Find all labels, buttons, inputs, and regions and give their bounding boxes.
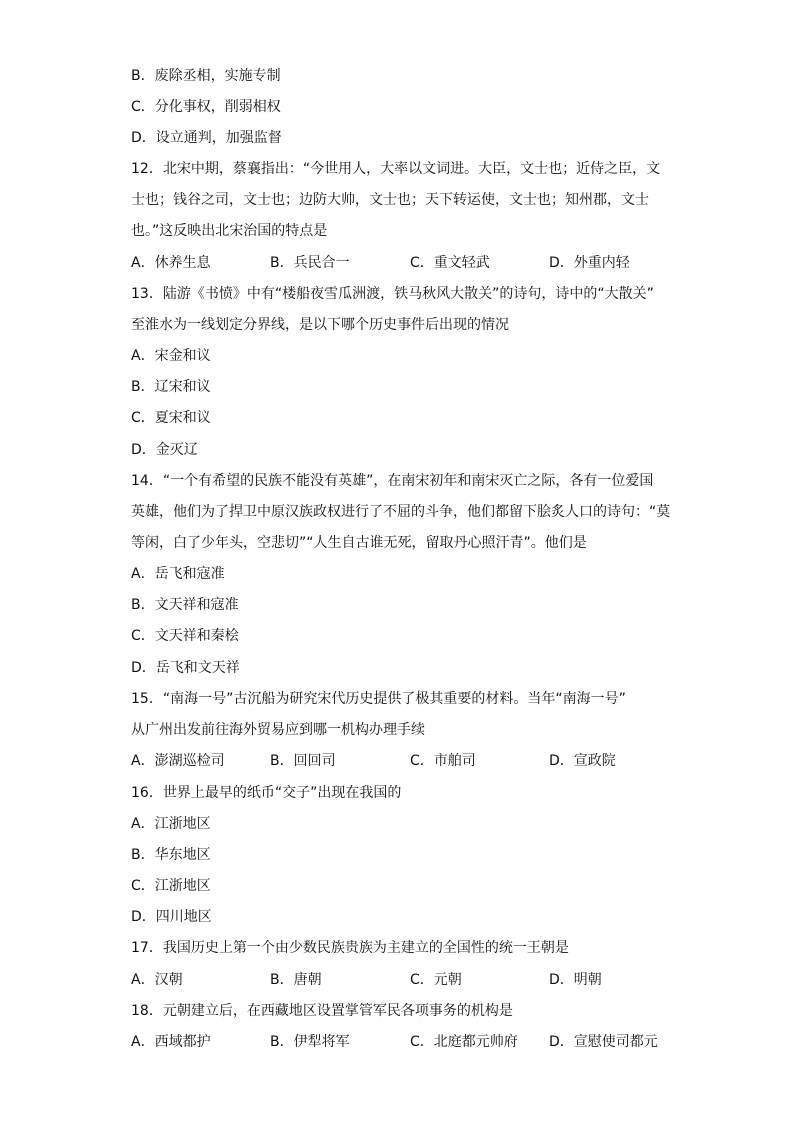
q17-stem-line1: 17．我国历史上第一个由少数民族贵族为主建立的全国性的统一王朝是	[131, 940, 569, 956]
q12-options	[131, 253, 671, 273]
q12-stem-line3: 也。”这反映出北宋治国的特点是	[131, 223, 328, 239]
q12-option-a: A．休养生息	[131, 255, 211, 271]
q15-option-d: D．宣政院	[549, 753, 616, 769]
q12-stem-line2: 士也；钱谷之司，文士也；边防大帅，文士也；天下转运使，文士也；知州郡，文士	[131, 192, 649, 208]
q14-option-d: D．岳飞和文天祥	[131, 660, 240, 676]
q14-option-a: A．岳飞和寇准	[131, 566, 225, 582]
q14-option-c: C．文天祥和秦桧	[131, 628, 239, 644]
q11-option-c: C．分化事权，削弱相权	[131, 99, 281, 115]
q12-stem-line1: 12．北宋中期，蔡襄指出：“今世用人，大率以文词进。大臣，文士也；近侍之臣，文	[131, 161, 661, 177]
q16-option-d: D．四川地区	[131, 909, 212, 925]
q12-option-c: C．重文轻武	[410, 255, 490, 271]
q18-option-c: C．北庭都元帅府	[410, 1034, 518, 1050]
q16-option-c: C．江浙地区	[131, 878, 211, 894]
q14-stem-line3: 等闲，白了少年头，空悲切”“人生自古谁无死，留取丹心照汗青”。他们是	[131, 535, 587, 551]
q17-options	[131, 970, 671, 990]
q18-option-a: A．西域都护	[131, 1034, 211, 1050]
q13-option-d: D．金灭辽	[131, 442, 198, 458]
q17-option-d: D．明朝	[549, 972, 602, 988]
q11-option-d: D．设立通判，加强监督	[131, 130, 282, 146]
q15-option-a: A．澎湖巡检司	[131, 753, 225, 769]
q13-option-a: A．宋金和议	[131, 348, 211, 364]
q18-options	[131, 1032, 671, 1052]
q15-stem-line1: 15．“南海一号”古沉船为研究宋代历史提供了极其重要的材料。当年“南海一号”	[131, 691, 626, 707]
q14-stem-line1: 14．“一个有希望的民族不能没有英雄”，在南宋初年和南宋灭亡之际，各有一位爱国	[131, 473, 654, 489]
q12-option-b: B．兵民合一	[270, 255, 350, 271]
q18-option-d: D．宣慰使司都元	[549, 1034, 658, 1050]
q15-stem-line2: 从广州出发前往海外贸易应到哪一机构办理手续	[131, 722, 425, 738]
q13-option-b: B．辽宋和议	[131, 379, 211, 395]
q14-stem-line2: 英雄，他们为了捍卫中原汉族政权进行了不屈的斗争，他们都留下脍炙人口的诗句：“莫	[131, 504, 671, 520]
q15-option-b: B．回回司	[270, 753, 336, 769]
q11-option-b: B．废除丞相，实施专制	[131, 68, 281, 84]
q14-option-b: B．文天祥和寇准	[131, 597, 239, 613]
q13-stem-line1: 13．陆游《书愤》中有“楼船夜雪瓜洲渡，铁马秋风大散关”的诗句，诗中的“大散关”	[131, 286, 654, 302]
q15-option-c: C．市舶司	[410, 753, 476, 769]
q18-stem-line1: 18．元朝建立后，在西藏地区设置掌管军民各项事务的机构是	[131, 1003, 513, 1019]
q16-stem-line1: 16．世界上最早的纸币“交子”出现在我国的	[131, 785, 402, 801]
q15-options	[131, 751, 671, 771]
q13-option-c: C．夏宋和议	[131, 410, 211, 426]
q17-option-b: B．唐朝	[270, 972, 322, 988]
q17-option-c: C．元朝	[410, 972, 462, 988]
q17-option-a: A．汉朝	[131, 972, 183, 988]
q16-option-a: A．江浙地区	[131, 816, 211, 832]
q12-option-d: D．外重内轻	[549, 255, 630, 271]
q13-stem-line2: 至淮水为一线划定分界线，是以下哪个历史事件后出现的情况	[131, 317, 509, 333]
q18-option-b: B．伊犁将军	[270, 1034, 350, 1050]
q16-option-b: B．华东地区	[131, 847, 211, 863]
